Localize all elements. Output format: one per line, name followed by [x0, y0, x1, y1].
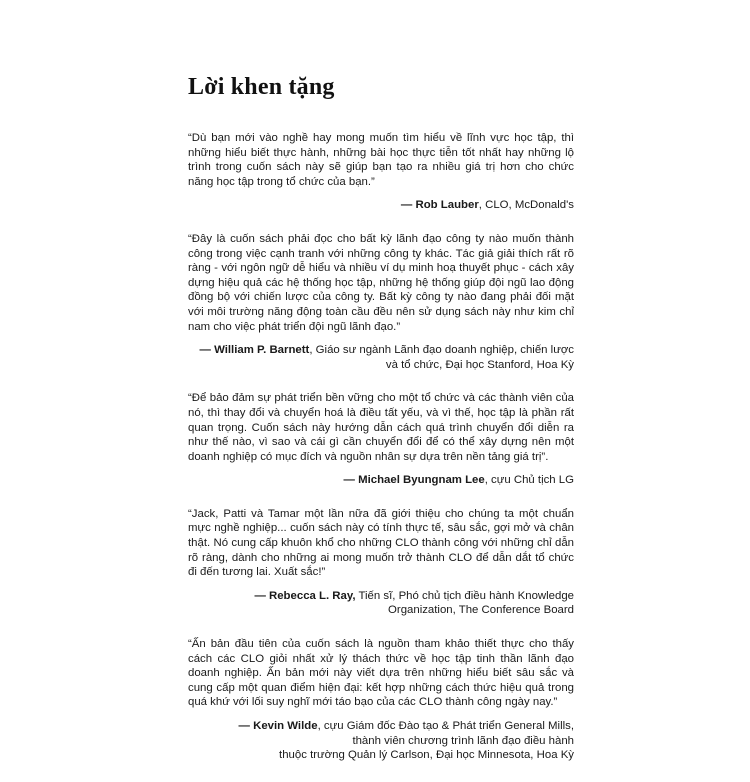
- testimonial-attribution: [188, 473, 574, 488]
- author-role: Tiến sĩ, Phó chủ tịch điều hành Knowledge: [355, 589, 574, 602]
- page-title: Lời khen tặng: [188, 74, 335, 100]
- testimonial-attribution: [188, 589, 574, 618]
- author-name: Michael Byungnam Lee: [358, 474, 485, 487]
- testimonial-quote: “Để bảo đảm sự phát triển bền vững cho một tổ chức và các thành viên của nó, thì thay đổi và chuyển hoá là điều tất yếu, và vì thế, học tập là phần rất quan trọng. Cuốn sách này hướng dẫn cách quá trình chuyển đổi diễn ra như thế nào, vì sao và cái gì cần chuyển đổi để có thể xây dựng nên một doanh nghiệp có mục đích và nguồn nhân sự dựa trên nền tảng giá trị”.: [188, 392, 574, 463]
- author-name: William P. Barnett: [214, 344, 310, 357]
- book-page: [188, 74, 574, 782]
- testimonial-2: [188, 232, 574, 372]
- author-role: , Giáo sư ngành Lãnh đạo doanh nghiệp, chiến lược: [309, 344, 574, 357]
- testimonial-quote: “Đây là cuốn sách phải đọc cho bất kỳ lãnh đạo công ty nào muốn thành công trong việc cạnh tranh với những công ty khác. Tác giả giải thích rất rõ ràng - với ngôn ngữ dễ hiểu và nhiều ví dụ minh hoạ thuyết phục - cách xây dựng hiệu quả các hệ thống học tập, những hệ thống giúp đội ngũ lao động đồng bộ với chiến lược của công ty. Bất kỳ công ty nào đang phải đối mặt với môi trường năng động toàn cầu đều nên sử dụng sách này như kim chỉ nam cho việc phát triển đội ngũ lãnh đạo.”: [188, 232, 574, 333]
- testimonial-quote: “Ấn bản đầu tiên của cuốn sách là nguồn tham khảo thiết thực cho thấy cách các CLO giỏi nhất xử lý thách thức về học tập tinh thần lãnh đạo doanh nghiệp. Ấn bản mới này viết dựa trên những hiểu biết sâu sắc và cung cấp một quan điểm hiện đại: kết hợp những cách thức hiệu quả trong quá khứ với lối suy nghĩ mới táo bạo của các CLO thành công ngày nay.”: [188, 638, 574, 709]
- testimonial-5: [188, 637, 574, 763]
- testimonial-3: [188, 391, 574, 488]
- author-role: , cựu Giám đốc Đào tạo & Phát triển General Mills,: [317, 720, 574, 732]
- testimonial-1: [188, 131, 574, 213]
- author-name: Kevin Wilde: [253, 720, 318, 732]
- author-role: , CLO, McDonald's: [478, 199, 574, 212]
- testimonial-attribution: [188, 719, 574, 763]
- attribution-dash: —: [400, 199, 416, 212]
- testimonial-quote: “Dù bạn mới vào nghề hay mong muốn tìm hiểu về lĩnh vực học tập, thì những hiểu biết thực hành, những bài học thực tiễn tốt nhất hay những lộ trình trong cuốn sách này sẽ giúp bạn tạo ra nhiều giá trị hơn cho chức năng học tập trong tổ chức của bạn.”: [188, 132, 574, 188]
- author-role-continued: thuộc trường Quản lý Carlson, Đại học Minnesota, Hoa Kỳ: [279, 749, 574, 762]
- attribution-dash: —: [199, 344, 215, 357]
- attribution-dash: —: [343, 474, 359, 487]
- testimonial-quote: “Jack, Patti và Tamar một lần nữa đã giới thiệu cho chúng ta một chuẩn mực nghề nghiệp... cuốn sách này có tính thực tế, sâu sắc, gợi mở và chân thật. Nó cung cấp khuôn khổ cho những CLO thành công với những chỉ dẫn rõ ràng, dành cho những ai mong muốn trở thành CLO để dẫn dắt tổ chức đi đến tương lai. Xuất sắc!”: [188, 507, 574, 579]
- attribution-dash: —: [254, 589, 269, 602]
- author-role-continued: Organization, The Conference Board: [388, 604, 574, 617]
- attribution-dash: —: [238, 720, 254, 732]
- testimonial-attribution: [188, 198, 574, 213]
- author-name: Rebecca L. Ray,: [269, 589, 356, 602]
- attribution-line: [188, 198, 574, 213]
- author-role-continued: thành viên chương trình lãnh đạo điều hành: [352, 734, 574, 747]
- author-role: , cựu Chủ tịch LG: [484, 474, 574, 487]
- author-name: Rob Lauber: [415, 199, 479, 212]
- attribution-line: [188, 719, 574, 734]
- attribution-line: [188, 343, 574, 358]
- author-role-continued: và tổ chức, Đại học Stanford, Hoa Kỳ: [385, 358, 574, 371]
- attribution-line: [188, 589, 574, 604]
- testimonial-4: [188, 507, 574, 618]
- attribution-line: [188, 473, 574, 488]
- testimonial-attribution: [188, 343, 574, 372]
